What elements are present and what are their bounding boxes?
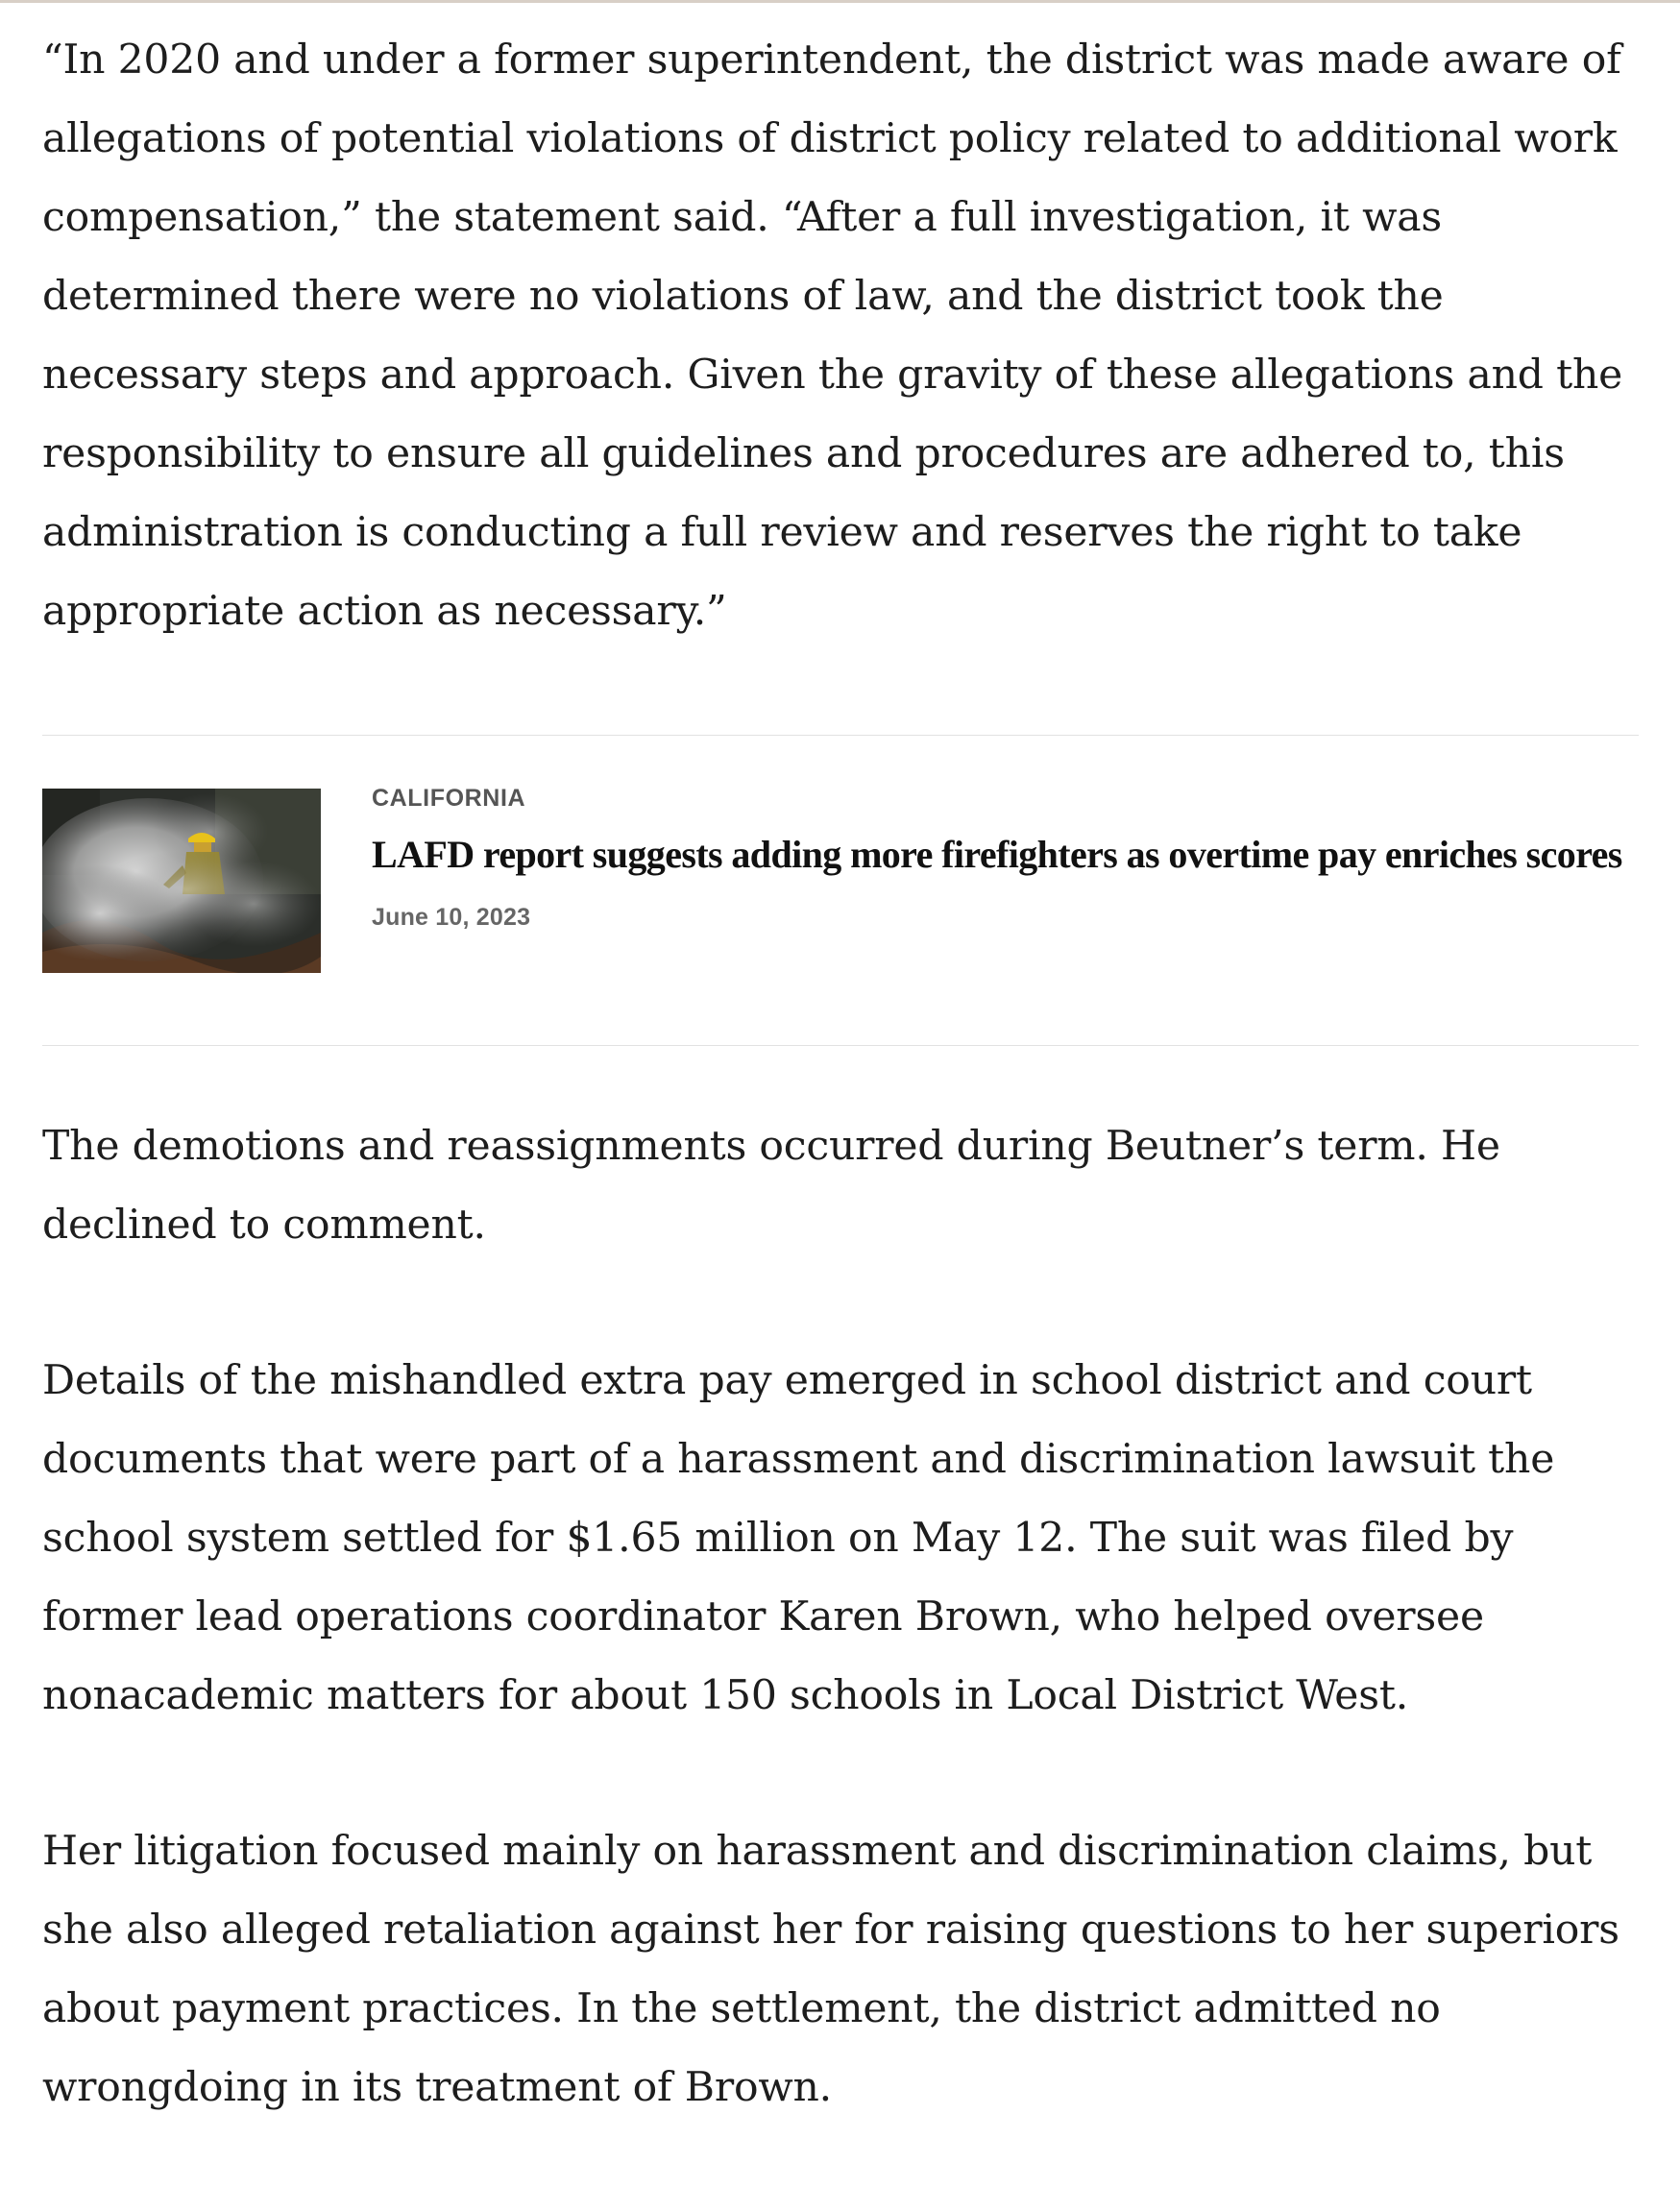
related-story-thumbnail[interactable] — [42, 789, 321, 973]
related-story-kicker[interactable]: CALIFORNIA — [372, 785, 526, 812]
article-paragraph: Details of the mishandled extra pay emerged in school district and court documents that were part of a harassment and discrimination lawsuit the school system settled for $1.65 million on May 12. The suit was filed by former lead operations coordinator Karen Brown, who helped oversee nonacademic matters for about 150 schools in Local District West. — [42, 1357, 1555, 1719]
related-story-card[interactable] — [42, 735, 1639, 1046]
related-story-date: June 10, 2023 — [372, 904, 531, 931]
related-story-text — [372, 784, 1640, 932]
article-paragraph: “In 2020 and under a former superintendent, the district was made aware of allegations of potential violations of district policy related to additional work compensation,” the statement said. “After a full investigation, it was determined there were no violations of law, and the district took the necessary steps and approach. Given the gravity of these allegations and the responsibility to ensure all guidelines and procedures are adhered to, this administration is conducting a full review and reserves the right to take appropriate action as necessary.” — [42, 36, 1623, 635]
article-paragraph: Her litigation focused mainly on harassment and discrimination claims, but she also alleged retaliation against her for raising questions to her superiors about payment practices. In the settlement, the district admitted no wrongdoing in its treatment of Brown. — [42, 1828, 1619, 2111]
related-story-headline-link[interactable]: LAFD report suggests adding more firefighters as overtime pay enriches scores — [372, 833, 1622, 876]
article-body — [42, 21, 1639, 2127]
top-rule — [0, 0, 1680, 3]
firefighter-smoke-photo-icon — [42, 789, 321, 973]
article-paragraph: The demotions and reassignments occurred during Beutner’s term. He declined to comment. — [42, 1123, 1500, 1249]
